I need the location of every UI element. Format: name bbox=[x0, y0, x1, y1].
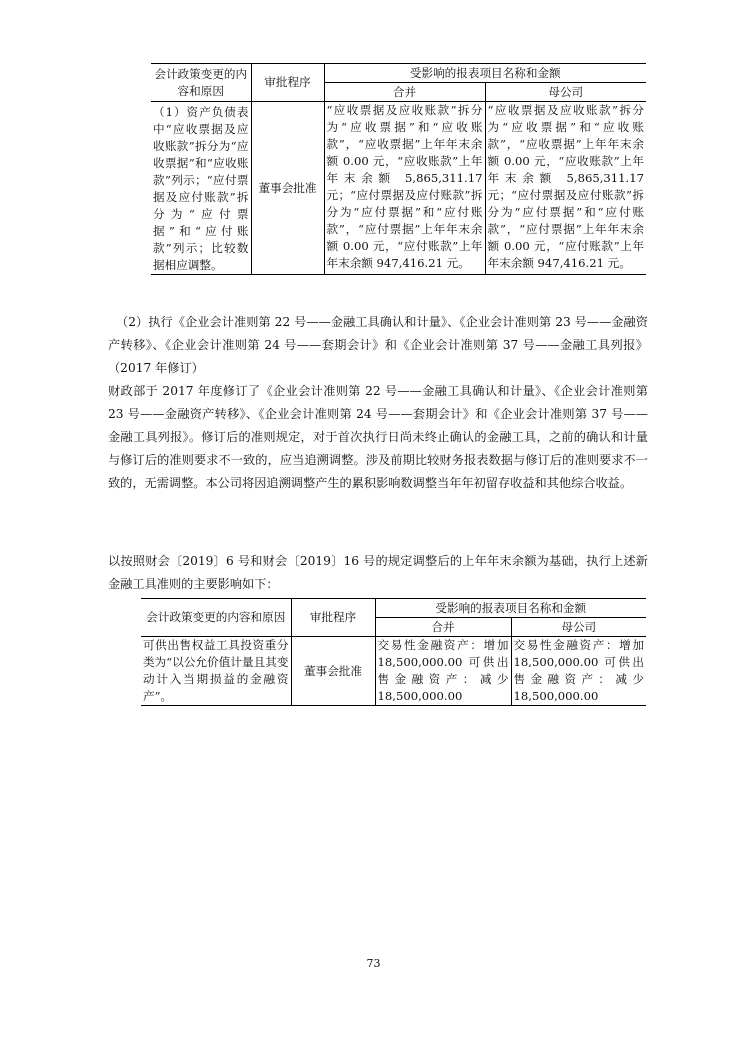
table1-cell-approval: 董事会批准 bbox=[251, 102, 324, 275]
table1-header-content: 会计政策变更的内容和原因 bbox=[151, 64, 251, 102]
table1-cell-parent: “应收票据及应收账款”拆分为“应收票据”和“应收账款”，“应收票据”上年年末余额 0.00 元，“应收账款”上年年末余额 5,865,311.17 元；“应付票据及应付账款”拆分为“应付票据”和“应付账款”，“应付票据”上年年末余额 0.00 元，“应付账款”上年年末余额 947,416.21 元。 bbox=[485, 102, 646, 275]
table2-header-parent: 母公司 bbox=[511, 618, 646, 637]
table2-header-consolidated: 合并 bbox=[375, 618, 511, 637]
table1-header-approval: 审批程序 bbox=[251, 64, 324, 102]
table1-cell-content: （1）资产负债表中“应收票据及应收账款”拆分为“应收票据”和“应收账款”列示；“应付票据及应付账款”拆分为“应付票据”和“应付账款”列示；比较数据相应调整。 bbox=[151, 102, 251, 275]
table2-header-content: 会计政策变更的内容和原因 bbox=[141, 599, 291, 637]
table1-header-consolidated: 合并 bbox=[324, 83, 485, 102]
section-2-heading: （2）执行《企业会计准则第 22 号——金融工具确认和计量》、《企业会计准则第 23 号——金融资产转移》、《企业会计准则第 24 号——套期会计》和《企业会计准则第 37 号——金融工具列报》（2017 年修订） bbox=[108, 315, 648, 375]
page-number: 73 bbox=[366, 957, 381, 970]
table2-header-approval: 审批程序 bbox=[291, 599, 375, 637]
table2-cell-approval: 董事会批准 bbox=[291, 637, 375, 706]
table1-cell-consolidated: “应收票据及应收账款”拆分为“应收票据”和“应收账款”，“应收票据”上年年末余额 0.00 元，“应收账款”上年年末余额 5,865,311.17 元；“应付票据及应付账款”拆分为“应付票据”和“应付账款”，“应付票据”上年年末余额 0.00 元，“应付账款”上年年末余额 947,416.21 元。 bbox=[324, 102, 485, 275]
table2-header-affected: 受影响的报表项目名称和金额 bbox=[375, 599, 646, 618]
section-2-body: 财政部于 2017 年度修订了《企业会计准则第 22 号——金融工具确认和计量》、《企业会计准则第 23 号——金融资产转移》、《企业会计准则第 24 号——套期会计》和《企业会计准则第 37 号——金融工具列报》。修订后的准则规定，对于首次执行日尚未终止确认的金融工具，之前的确认和计量与修订后的准则要求不一致的，应当追溯调整。涉及前期比较财务报表数据与修订后的准则要求不一致的，无需调整。本公司将因追溯调整产生的累积影响数调整当年年初留存收益和其他综合收益。 bbox=[108, 384, 648, 490]
table2-cell-consolidated: 交易性金融资产：增加 18,500,000.00 可供出售金融资产：减少 18,500,000.00 bbox=[375, 637, 511, 706]
table1-header-affected: 受影响的报表项目名称和金额 bbox=[324, 64, 646, 83]
policy-change-table-2 bbox=[141, 598, 646, 706]
table2-cell-parent: 交易性金融资产：增加 18,500,000.00 可供出售金融资产：减少 18,500,000.00 bbox=[511, 637, 646, 706]
section-2-intro: 以按照财会〔2019〕6 号和财会〔2019〕16 号的规定调整后的上年年末余额为基础，执行上述新金融工具准则的主要影响如下： bbox=[108, 554, 648, 591]
table2-cell-content: 可供出售权益工具投资重分类为“以公允价值计量且其变动计入当期损益的金融资产”。 bbox=[141, 637, 291, 706]
policy-change-table-1 bbox=[151, 63, 646, 275]
table1-header-parent: 母公司 bbox=[485, 83, 646, 102]
